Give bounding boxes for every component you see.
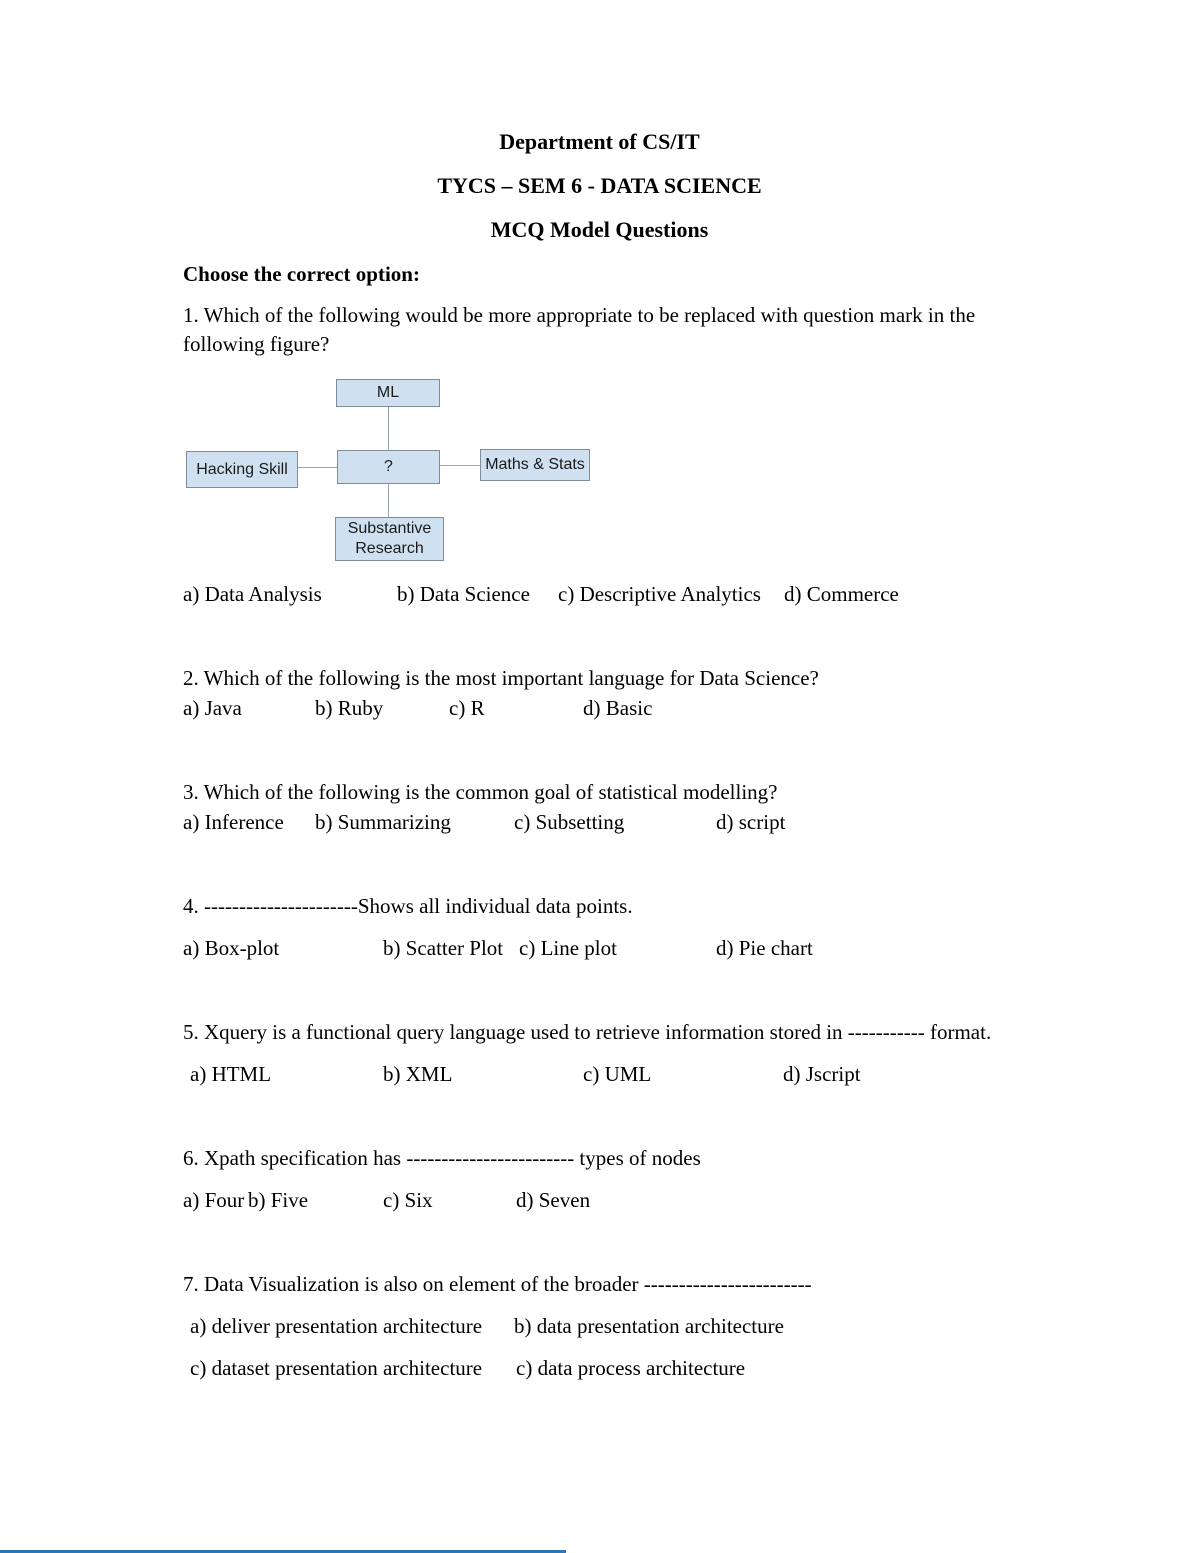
option-c: c) Descriptive Analytics bbox=[558, 582, 761, 606]
option-a: a) Data Analysis bbox=[183, 582, 322, 606]
question-4-text: 4. ----------------------Shows all individual data points. bbox=[183, 894, 633, 918]
option-b: b) Summarizing bbox=[315, 810, 451, 834]
diagram-box-ml: ML bbox=[336, 379, 440, 407]
question-5-options bbox=[183, 1059, 1016, 1089]
option-b: b) XML bbox=[383, 1062, 453, 1086]
document-page bbox=[183, 128, 1016, 1438]
question-3-options bbox=[183, 807, 1016, 837]
option-d: c) data process architecture bbox=[516, 1356, 746, 1380]
question-7-options-row2 bbox=[183, 1353, 1016, 1383]
question-7 bbox=[183, 1270, 1016, 1383]
diagram-box-maths-stats: Maths & Stats bbox=[480, 449, 590, 481]
instruction-heading: Choose the correct option: bbox=[183, 262, 420, 286]
option-d: d) Commerce bbox=[784, 582, 899, 606]
diagram-box-question-mark: ? bbox=[337, 450, 440, 484]
question-4-options bbox=[183, 933, 1016, 963]
option-d: d) Basic bbox=[583, 696, 653, 720]
connector-line-right bbox=[440, 465, 480, 466]
option-a: a) Java bbox=[183, 696, 242, 720]
connector-line-left bbox=[298, 467, 337, 468]
connector-line-bottom bbox=[388, 484, 389, 517]
question-5-text: 5. Xquery is a functional query language used to retrieve information stored in ----------- format. bbox=[183, 1020, 992, 1044]
option-a: a) HTML bbox=[190, 1062, 272, 1086]
option-b: b) Five bbox=[248, 1188, 309, 1212]
question-7-options-row1 bbox=[183, 1311, 1016, 1341]
option-a: a) Four bbox=[183, 1188, 245, 1212]
option-c: c) dataset presentation architecture bbox=[190, 1356, 483, 1380]
option-c: c) Line plot bbox=[519, 936, 617, 960]
question-1-text: 1. Which of the following would be more appropriate to be replaced with question mark in the following figure? bbox=[183, 303, 976, 356]
question-2-options bbox=[183, 693, 1016, 723]
option-d: d) Seven bbox=[516, 1188, 591, 1212]
option-a: a) Box-plot bbox=[183, 936, 280, 960]
option-c: c) Six bbox=[383, 1188, 433, 1212]
doc-course-title: TYCS – SEM 6 - DATA SCIENCE bbox=[437, 173, 762, 198]
option-b: b) Data Science bbox=[397, 582, 530, 606]
doc-department-title: Department of CS/IT bbox=[499, 129, 700, 154]
question-1-options bbox=[183, 579, 1016, 609]
question-3-text: 3. Which of the following is the common goal of statistical modelling? bbox=[183, 780, 778, 804]
question-7-text: 7. Data Visualization is also on element of the broader ------------------------ bbox=[183, 1272, 812, 1296]
option-a: a) Inference bbox=[183, 810, 284, 834]
option-d: d) Pie chart bbox=[716, 936, 813, 960]
option-c: c) Subsetting bbox=[514, 810, 625, 834]
option-d: d) script bbox=[716, 810, 786, 834]
question-2-text: 2. Which of the following is the most important language for Data Science? bbox=[183, 666, 819, 690]
question-6-options bbox=[183, 1185, 1016, 1215]
doc-subtitle: MCQ Model Questions bbox=[490, 217, 709, 242]
option-b: b) data presentation architecture bbox=[514, 1314, 784, 1338]
question-1 bbox=[183, 301, 1016, 609]
option-b: b) Scatter Plot bbox=[383, 936, 504, 960]
diagram-box-substantive-research: Substantive Research bbox=[335, 517, 444, 561]
question-6 bbox=[183, 1144, 1016, 1215]
option-b: b) Ruby bbox=[315, 696, 384, 720]
diagram-box-hacking-skill: Hacking Skill bbox=[186, 451, 298, 488]
connector-line-top bbox=[388, 407, 389, 450]
question-5 bbox=[183, 1018, 1016, 1089]
option-c: c) R bbox=[449, 696, 485, 720]
question-6-text: 6. Xpath specification has ------------------------ types of nodes bbox=[183, 1146, 701, 1170]
question-2 bbox=[183, 664, 1016, 723]
option-c: c) UML bbox=[583, 1062, 652, 1086]
option-d: d) Jscript bbox=[783, 1062, 861, 1086]
figure-diagram bbox=[183, 377, 1016, 565]
question-4 bbox=[183, 892, 1016, 963]
option-a: a) deliver presentation architecture bbox=[190, 1314, 483, 1338]
question-3 bbox=[183, 778, 1016, 837]
